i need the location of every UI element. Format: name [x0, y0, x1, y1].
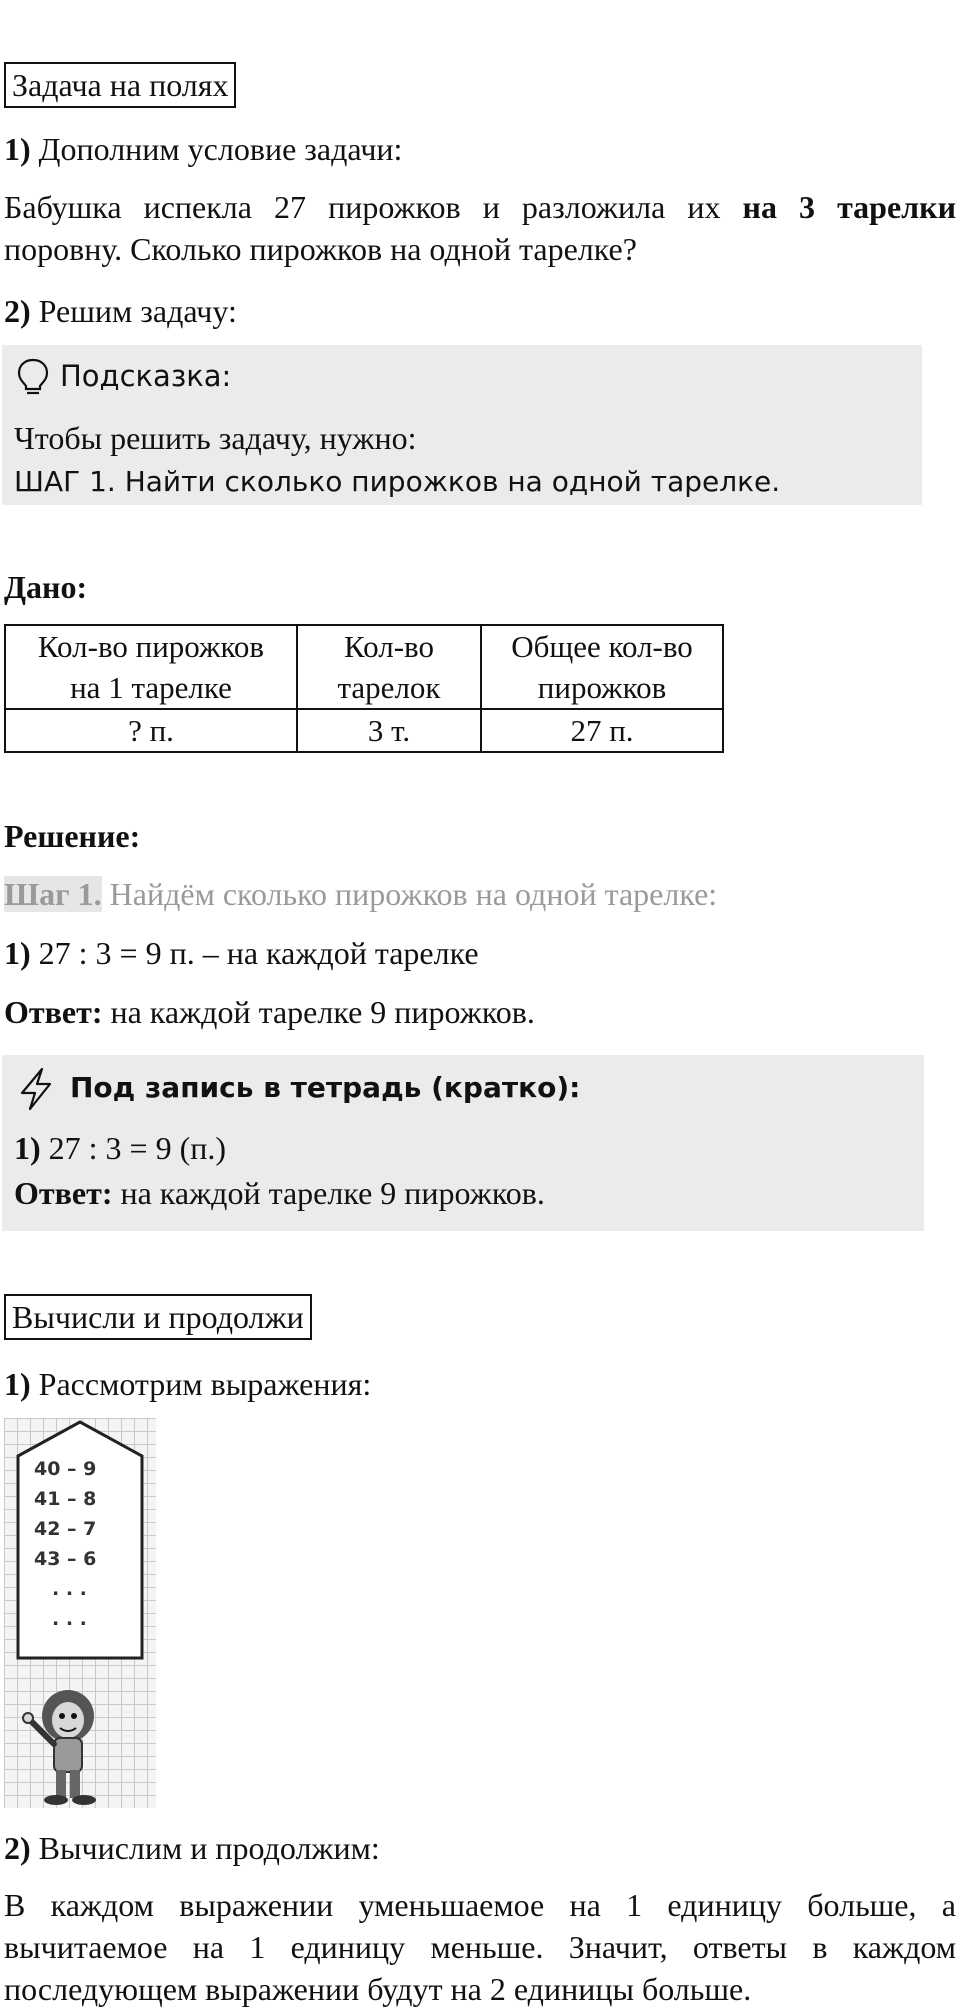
step-text: Решим задачу:	[38, 293, 237, 329]
notebook-answer	[14, 1172, 545, 1214]
table-cell: 3 т.	[297, 709, 481, 752]
answer-label: Ответ:	[14, 1175, 113, 1211]
table-header-cell: Кол-во пирожков на 1 тарелке	[5, 625, 297, 709]
illustration	[4, 1418, 156, 1808]
notebook-line	[14, 1127, 226, 1169]
hint-box	[2, 345, 922, 505]
notebook-title: Под запись в тетрадь (кратко):	[70, 1071, 581, 1104]
notebook-calc: 27 : 3 = 9 (п.)	[48, 1130, 227, 1166]
step-2-line	[4, 1827, 380, 1869]
lightning-icon	[16, 1067, 56, 1111]
solution-label: Решение:	[4, 818, 141, 854]
expression-list	[34, 1454, 126, 1634]
problem-text-line2: поровну. Сколько пирожков на одной тарелке?	[4, 231, 637, 267]
answer-label: Ответ:	[4, 994, 103, 1030]
section-title-margin-task: Задача на полях	[4, 62, 236, 108]
lightbulb-icon	[16, 357, 50, 397]
step-number: 1)	[4, 131, 31, 167]
solution-calc: 27 : 3 = 9 п. – на каждой тарелке	[38, 935, 479, 971]
cartoon-character-icon	[4, 1680, 114, 1808]
table-header-row	[5, 625, 723, 709]
hint-step-label: ШАГ 1.	[14, 465, 116, 498]
step-number: 2)	[4, 1830, 31, 1866]
expression-item: 43 – 6	[34, 1548, 97, 1570]
problem-text: Бабушка испекла 27 пирожков и разложила их	[4, 189, 743, 225]
expression-item: 42 – 7	[34, 1518, 97, 1540]
table-cell: 27 п.	[481, 709, 723, 752]
explanation-paragraph: В каждом выражении уменьшаемое на 1 единицу больше, а вычитаемое на 1 единицу меньше. Значит, ответы в каждом последующем выражении будут на 2 единицы больше.	[4, 1887, 956, 2007]
step-number: 1)	[4, 935, 31, 971]
hint-step-text: Найти сколько пирожков на одной тарелке.	[124, 465, 781, 498]
hint-title: Подсказка:	[60, 359, 232, 393]
given-label: Дано:	[4, 569, 88, 605]
expression-item: . . .	[52, 1578, 87, 1600]
step-number: 1)	[4, 1366, 31, 1402]
solution-step-text: Найдём сколько пирожков на одной тарелке:	[109, 876, 718, 912]
table-header-cell: Кол-во тарелок	[297, 625, 481, 709]
problem-emphasis: на 3 тарелки	[742, 189, 957, 225]
section-title-compute: Вычисли и продолжи	[4, 1294, 312, 1340]
step-text: Рассмотрим выражения:	[38, 1366, 372, 1402]
step-2-line	[4, 290, 237, 332]
table-cell: ? п.	[5, 709, 297, 752]
solution-step-label: Шаг 1.	[4, 876, 102, 912]
notebook-box	[2, 1055, 924, 1231]
solution-answer	[4, 991, 535, 1033]
expression-item: . . .	[52, 1608, 87, 1630]
step-1-line	[4, 1363, 371, 1405]
answer-text: на каждой тарелке 9 пирожков.	[110, 994, 535, 1030]
table-header-cell: Общее кол-во пирожков	[481, 625, 723, 709]
step-text: Вычислим и продолжим:	[38, 1830, 380, 1866]
expression-item: 40 – 9	[34, 1458, 97, 1480]
table-row	[5, 709, 723, 752]
problem-statement	[4, 186, 956, 270]
step-number: 2)	[4, 293, 31, 329]
hint-line: Чтобы решить задачу, нужно:	[14, 420, 417, 456]
step-1-line	[4, 128, 402, 170]
expression-item: 41 – 8	[34, 1488, 97, 1510]
answer-text: на каждой тарелке 9 пирожков.	[120, 1175, 545, 1211]
step-number: 1)	[14, 1130, 41, 1166]
given-table	[4, 624, 724, 753]
hint-step	[14, 462, 780, 502]
solution-line	[4, 932, 479, 974]
step-text: Дополним условие задачи:	[38, 131, 403, 167]
solution-step	[4, 873, 717, 915]
